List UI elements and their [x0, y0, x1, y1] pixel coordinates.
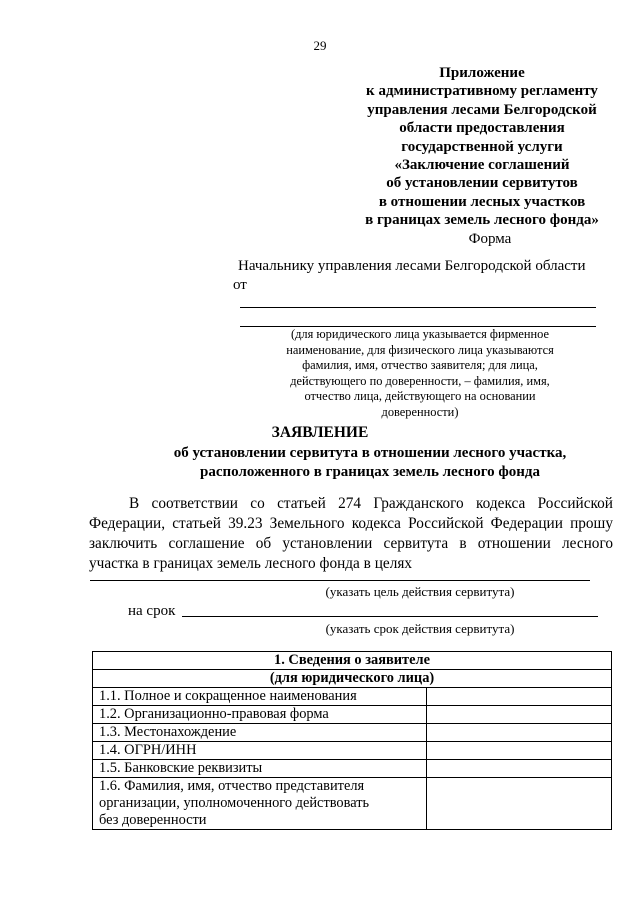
appendix-line: об установлении сервитутов	[386, 175, 578, 192]
term-label: на срок	[128, 603, 176, 619]
body-line: участка в границах земель лесного фонда в целях	[89, 555, 413, 572]
hint-line: действующего по доверенности, – фамилия, имя,	[290, 373, 550, 388]
body-line: заключить соглашение об установлении сервитута в отношении лесного	[89, 535, 613, 552]
table-row-value[interactable]	[427, 742, 612, 760]
table-row-value[interactable]	[427, 778, 612, 830]
table-row-label	[93, 778, 427, 830]
table-row-value[interactable]	[427, 688, 612, 706]
applicant-line-1[interactable]	[240, 307, 596, 308]
table-row-label: 1.1. Полное и сокращенное наименования	[93, 688, 427, 706]
appendix-line: к административному регламенту	[366, 83, 598, 100]
table-row-label: 1.3. Местонахождение	[93, 724, 427, 742]
table-row-label-line: без доверенности	[99, 812, 207, 828]
from-label: от	[233, 277, 247, 293]
table-row	[93, 706, 612, 724]
appendix-line: управления лесами Белгородской	[367, 101, 597, 118]
table-row-label-line: 1.6. Фамилия, имя, отчество представителя	[99, 778, 365, 794]
table-header-row	[93, 652, 612, 670]
subtitle-line: расположенного в границах земель лесного фонда	[200, 463, 540, 480]
purpose-line[interactable]	[90, 580, 590, 581]
table-subheader-row	[93, 670, 612, 688]
table-subheader: (для юридического лица)	[93, 670, 612, 688]
addressee: Начальнику управления лесами Белгородской области	[238, 258, 586, 274]
table-row-value[interactable]	[427, 724, 612, 742]
table-header: 1. Сведения о заявителе	[93, 652, 612, 670]
table-row	[93, 760, 612, 778]
appendix-line: Приложение	[439, 65, 525, 81]
table-row-label-line: организации, уполномоченного действовать	[99, 795, 370, 811]
appendix-line: в отношении лесных участков	[378, 193, 586, 210]
page-number: 29	[313, 38, 327, 53]
table-row-label: 1.4. ОГРН/ИНН	[93, 742, 427, 760]
term-line[interactable]	[182, 616, 598, 617]
purpose-hint: (указать цель действия сервитута)	[325, 584, 515, 599]
table-row-label: 1.5. Банковские реквизиты	[93, 760, 427, 778]
hint-line: (для юридического лица указывается фирменное	[290, 327, 550, 341]
table-row-label: 1.2. Организационно-правовая форма	[93, 706, 427, 724]
document-title: ЗАЯВЛЕНИЕ	[271, 424, 369, 441]
table-row	[93, 742, 612, 760]
body-paragraph	[89, 494, 613, 574]
appendix-line: области предоставления	[399, 120, 565, 137]
form-label: Форма	[468, 231, 512, 247]
hint-line: отчество лица, действующего на основании	[304, 389, 536, 404]
hint-line: фамилия, имя, отчество заявителя; для лица,	[302, 358, 538, 373]
appendix-line: в границах земель лесного фонда»	[365, 212, 599, 229]
term-hint: (указать срок действия сервитута)	[325, 621, 515, 636]
hint-line: доверенности)	[381, 404, 459, 419]
table-row	[93, 688, 612, 706]
body-line: В соответствии со статьей 274 Гражданского кодекса Российской	[129, 495, 613, 512]
appendix-line: «Заключение соглашений	[394, 157, 570, 174]
body-line: Федерации, статьей 39.23 Земельного кодекса Российской Федерации прошу	[89, 515, 613, 532]
table-row-value[interactable]	[427, 706, 612, 724]
subtitle-line: об установлении сервитута в отношении лесного участка,	[173, 445, 567, 461]
hint-line: наименование, для физического лица указываются	[286, 342, 554, 357]
appendix-header	[338, 64, 626, 230]
document-subtitle	[120, 444, 620, 481]
table-row-value[interactable]	[427, 760, 612, 778]
table-row	[93, 778, 612, 830]
table-row	[93, 724, 612, 742]
applicant-hint	[250, 327, 590, 421]
applicant-info-table	[92, 651, 612, 830]
appendix-line: государственной услуги	[401, 138, 563, 155]
